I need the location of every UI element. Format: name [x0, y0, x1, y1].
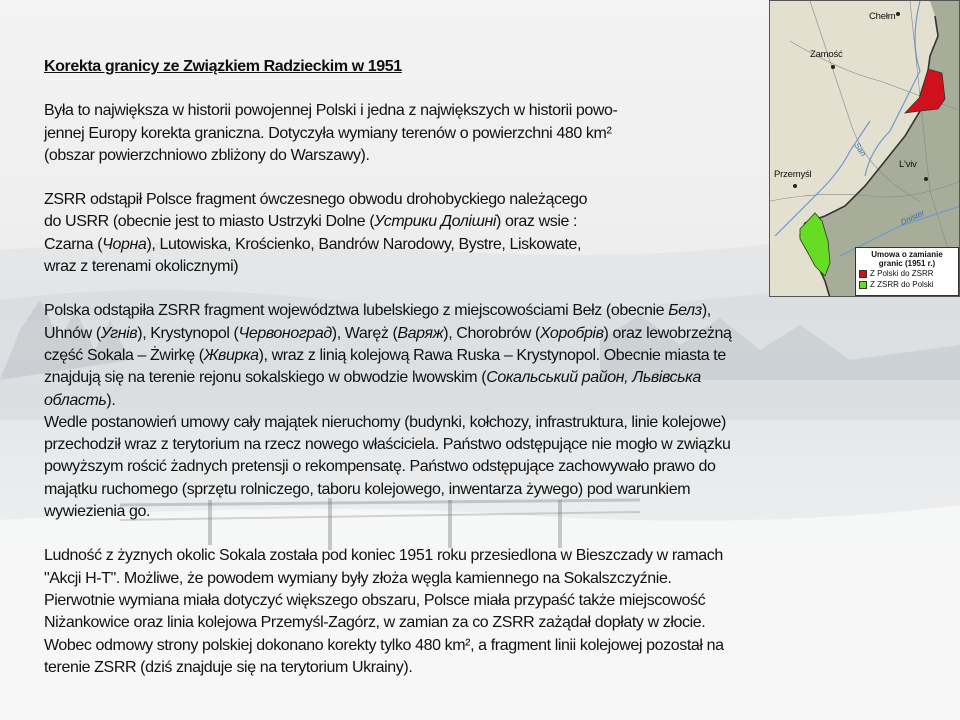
przemysl-marker	[793, 184, 797, 188]
paragraph-2-line: ZSRR odstąpił Polsce fragment ówczesnego obwodu drohobyckiego należącego	[44, 191, 588, 209]
paragraph-4-line: powyższym rościć żadnych pretensji o rekompensatę. Państwo odstępujące zachowywało prawo do	[44, 458, 716, 476]
ceded-by-poland-area	[905, 69, 945, 113]
border-change-map	[769, 0, 960, 297]
paragraph-4-line: przechodził wraz z terytorium na rzecz nowego właściciela. Państwo odstępujące nie mogło w związku	[44, 436, 731, 454]
paragraph-5-line: Ludność z żyznych okolic Sokala została pod koniec 1951 roku przesiedlona w Bieszczady w ramach	[44, 547, 723, 565]
place-label-chelm: Chełm	[869, 11, 896, 22]
legend-item-ceded-by-poland: Z Polski do ZSRR	[859, 268, 958, 279]
paragraph-4	[44, 412, 904, 523]
paragraph-2-line: Czarna (Чорна), Lutowiska, Krościenko, Bandrów Narodowy, Bystre, Liskowate,	[44, 235, 582, 253]
paragraph-3	[44, 300, 904, 411]
paragraph-1-line: Była to największa w historii powojennej Polski i jedna z największych w historii powo-	[44, 102, 618, 120]
paragraph-5-line: "Akcji H-T". Możliwe, że powodem wymiany były złoża węgla kamiennego na Sokalszczyźnie.	[44, 569, 672, 587]
paragraph-3-line: Uhnów (Угнів), Krystynopol (Червоноград), Waręż (Варяж), Chorobrów (Хоробрів) oraz lewobrzeżną	[44, 324, 732, 342]
paragraph-5	[44, 545, 904, 679]
paragraph-2-line: do USRR (obecnie jest to miasto Ustrzyki Dolne (Устрики Долішні) oraz wsie :	[44, 213, 578, 231]
paragraph-3-line: część Sokala – Żwirkę (Жвирка), wraz z linią kolejową Rawa Ruska – Krystynopol. Obecnie miasta te	[44, 346, 726, 364]
place-label-zamosc: Zamość	[810, 49, 843, 60]
green-swatch-icon	[859, 281, 867, 289]
slide-title: Korekta granicy ze Związkiem Radzieckim w 1951	[44, 58, 402, 75]
paragraph-3-line: znajdują się na terenie rejonu sokalskiego w obwodzie lwowskim (Сокальський район, Львівська	[44, 369, 701, 387]
paragraph-2-line: wraz z terenami okolicznymi)	[44, 258, 239, 276]
river-label-san: San	[852, 141, 868, 158]
paragraph-4-line: Wedle postanowień umowy cały majątek nieruchomy (budynki, kołchozy, infrastruktura, linie kolejowe)	[44, 413, 726, 431]
paragraph-3-line: Polska odstąpiła ZSRR fragment województwa lubelskiego z miejscowościami Bełz (obecnie Белз),	[44, 302, 711, 320]
paragraph-3-line: область).	[44, 391, 116, 409]
map-legend	[855, 247, 959, 296]
paragraph-5-line: Pierwotnie wymiana miała dotyczyć większego obszaru, Polsce miała przypaść także miejscowość	[44, 591, 706, 609]
paragraph-1-line: jennej Europy korekta graniczna. Dotyczyła wymiany terenów o powierzchni 480 km²	[44, 124, 612, 142]
legend-item-ceded-by-ussr: Z ZSRR do Polski	[859, 279, 958, 290]
chelm-marker	[896, 12, 900, 16]
paragraph-5-line: Niżankowice oraz linia kolejowa Przemyśl-Zagórz, w zamian za co ZSRR zażądał dopłaty w złocie.	[44, 614, 706, 632]
river-label-dnister: Dnister	[899, 208, 927, 227]
zamosc-marker	[831, 65, 835, 69]
place-label-przemysl: Przemyśl	[774, 169, 812, 180]
paragraph-4-line: wywiezienia go.	[44, 503, 151, 521]
paragraph-5-line: terenie ZSRR (dziś znajduje się na terytorium Ukrainy).	[44, 658, 413, 676]
paragraph-4-line: majątku ruchomego (sprzętu rolniczego, taboru kolejowego, inwentarza żywego) pod warunkiem	[44, 480, 691, 498]
red-swatch-icon	[859, 270, 867, 278]
paragraph-5-line: Wobec odmowy strony polskiej dokonano korekty tylko 480 km², a fragment linii kolejowej pozostał na	[44, 636, 724, 654]
lviv-marker	[924, 177, 928, 181]
place-label-lviv: L'viv	[899, 159, 917, 170]
legend-title: Umowa o zamianie granic (1951 r.)	[871, 250, 943, 268]
paragraph-1-line: (obszar powierzchniowo zbliżony do Warszawy).	[44, 146, 370, 164]
